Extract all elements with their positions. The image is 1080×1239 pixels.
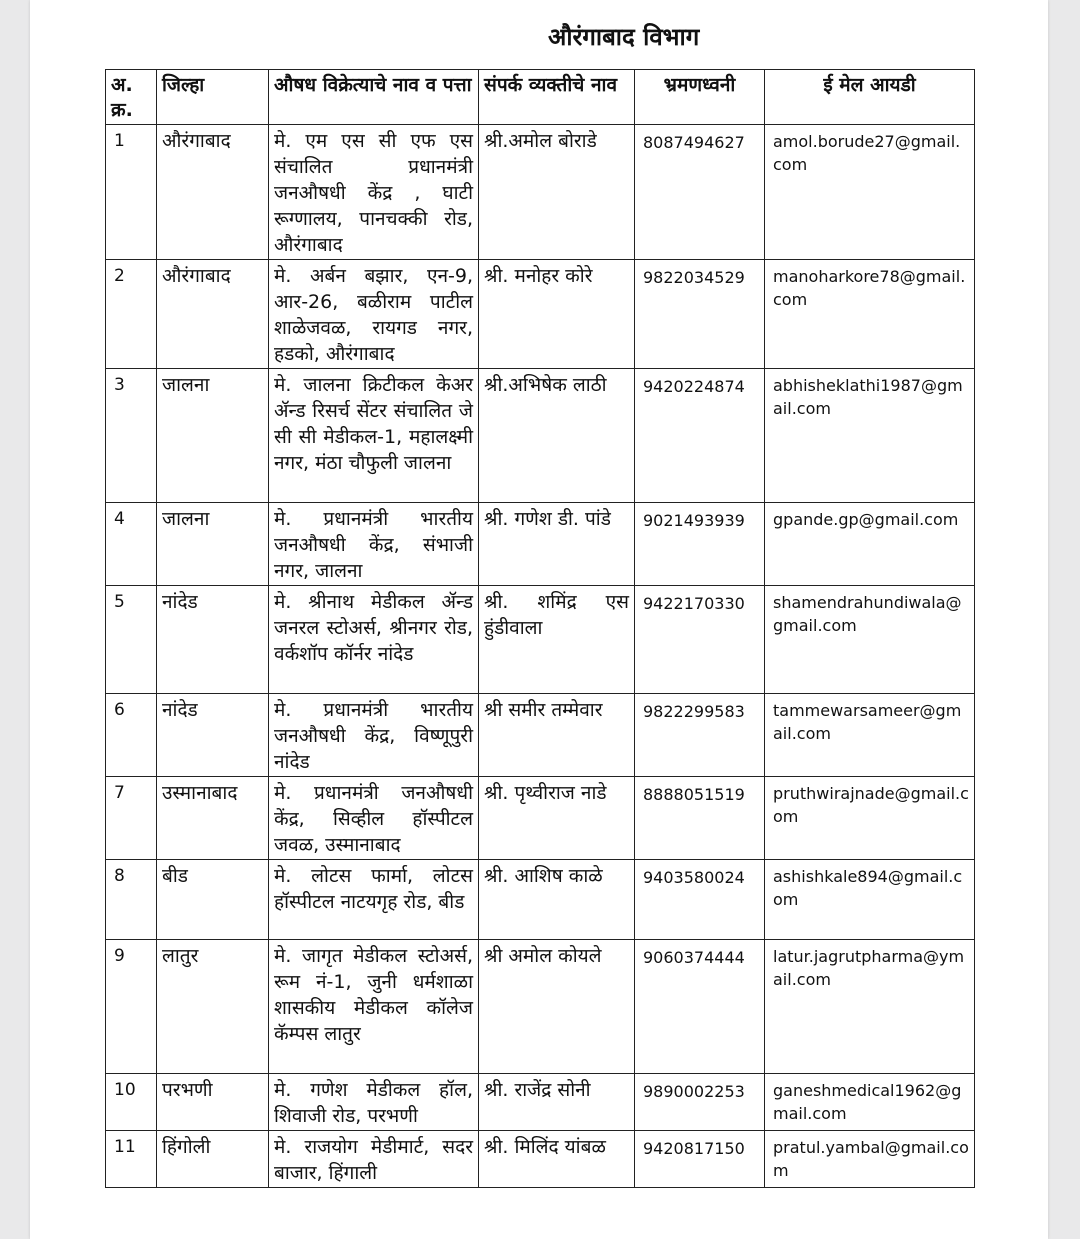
row-phone: 9060374444 [635, 940, 765, 1074]
row-phone: 9822299583 [635, 694, 765, 777]
row-contact: श्री.अभिषेक लाठी [479, 369, 635, 503]
row-email: ganeshmedical1962@gmail.com [765, 1074, 975, 1131]
row-contact: श्री. पृथ्वीराज नाडे [479, 777, 635, 860]
page-title: औरंगाबाद विभाग [548, 23, 700, 51]
row-phone: 9021493939 [635, 503, 765, 586]
row-district: नांदेड [157, 694, 269, 777]
row-contact: श्री. राजेंद्र सोनी [479, 1074, 635, 1131]
row-email: shamendrahundiwala@gmail.com [765, 586, 975, 694]
row-district: जालना [157, 503, 269, 586]
row-district: उस्मानाबाद [157, 777, 269, 860]
row-email: manoharkore78@gmail.com [765, 260, 975, 369]
row-phone: 9420224874 [635, 369, 765, 503]
row-district: हिंगोली [157, 1131, 269, 1188]
row-district: परभणी [157, 1074, 269, 1131]
row-contact: श्री. मिलिंद यांबळ [479, 1131, 635, 1188]
table-row [106, 940, 975, 1074]
row-contact: श्री.अमोल बोराडे [479, 125, 635, 260]
table-row [106, 1131, 975, 1188]
header-sr: अ. क्र. [106, 70, 157, 125]
row-email: latur.jagrutpharma@ymail.com [765, 940, 975, 1074]
row-phone: 8888051519 [635, 777, 765, 860]
table-header-row [106, 70, 975, 125]
row-phone: 9890002253 [635, 1074, 765, 1131]
row-email: tammewarsameer@gmail.com [765, 694, 975, 777]
row-district: औरंगाबाद [157, 125, 269, 260]
header-phone: भ्रमणध्वनी [635, 70, 765, 125]
row-shop: मे. श्रीनाथ मेडीकल ॲन्ड जनरल स्टोअर्स, श्रीनगर रोड, वर्कशॉप कॉर्नर नांदेड [269, 586, 479, 694]
header-email: ई मेल आयडी [765, 70, 975, 125]
row-phone: 9403580024 [635, 860, 765, 940]
row-sr: 7 [106, 777, 157, 860]
table-row [106, 694, 975, 777]
row-shop: मे. जालना क्रिटीकल केअर ॲन्ड रिसर्च सेंटर संचालित जे सी सी मेडीकल-1, महालक्ष्मी नगर, मंठा चौफुली जालना [269, 369, 479, 503]
row-shop: मे. प्रधानमंत्री भारतीय जनऔषधी केंद्र, विष्णूपुरी नांदेड [269, 694, 479, 777]
pharmacy-table [105, 69, 975, 1188]
row-district: लातुर [157, 940, 269, 1074]
row-sr: 10 [106, 1074, 157, 1131]
row-phone: 9420817150 [635, 1131, 765, 1188]
row-sr: 2 [106, 260, 157, 369]
table-row [106, 369, 975, 503]
row-email: ashishkale894@gmail.com [765, 860, 975, 940]
row-district: जालना [157, 369, 269, 503]
row-shop: मे. प्रधानमंत्री भारतीय जनऔषधी केंद्र, संभाजी नगर, जालना [269, 503, 479, 586]
table-row [106, 860, 975, 940]
row-sr: 3 [106, 369, 157, 503]
table-row [106, 586, 975, 694]
row-sr: 4 [106, 503, 157, 586]
row-shop: मे. गणेश मेडीकल हॉल, शिवाजी रोड, परभणी [269, 1074, 479, 1131]
row-email: pruthwirajnade@gmail.com [765, 777, 975, 860]
row-shop: मे. एम एस सी एफ एस संचालित प्रधानमंत्री जनऔषधी केंद्र , घाटी रूग्णालय, पानचक्की रोड, औरंगाबाद [269, 125, 479, 260]
row-sr: 9 [106, 940, 157, 1074]
row-sr: 1 [106, 125, 157, 260]
row-phone: 9822034529 [635, 260, 765, 369]
row-shop: मे. प्रधानमंत्री जनऔषधी केंद्र, सिव्हील हॉस्पीटल जवळ, उस्मानाबाद [269, 777, 479, 860]
row-phone: 9422170330 [635, 586, 765, 694]
row-contact: श्री. शमिंद्र एस हुंडीवाला [479, 586, 635, 694]
row-contact: श्री समीर तम्मेवार [479, 694, 635, 777]
row-contact: श्री. आशिष काळे [479, 860, 635, 940]
row-sr: 11 [106, 1131, 157, 1188]
header-shop: औषध विक्रेत्याचे नाव व पत्ता [269, 70, 479, 125]
row-district: नांदेड [157, 586, 269, 694]
row-shop: मे. अर्बन बझार, एन-9, आर-26, बळीराम पाटील शाळेजवळ, रायगड नगर, हडको, औरंगाबाद [269, 260, 479, 369]
row-district: औरंगाबाद [157, 260, 269, 369]
row-email: gpande.gp@gmail.com [765, 503, 975, 586]
table-row [106, 1074, 975, 1131]
row-sr: 6 [106, 694, 157, 777]
row-sr: 8 [106, 860, 157, 940]
row-shop: मे. लोटस फार्मा, लोटस हॉस्पीटल नाटयगृह रोड, बीड [269, 860, 479, 940]
header-contact: संपर्क व्यक्तीचे नाव [479, 70, 635, 125]
table-row [106, 125, 975, 260]
table-row [106, 777, 975, 860]
row-email: abhisheklathi1987@gmail.com [765, 369, 975, 503]
row-contact: श्री अमोल कोयले [479, 940, 635, 1074]
row-email: pratul.yambal@gmail.com [765, 1131, 975, 1188]
header-district: जिल्हा [157, 70, 269, 125]
row-contact: श्री. गणेश डी. पांडे [479, 503, 635, 586]
row-phone: 8087494627 [635, 125, 765, 260]
table-row [106, 503, 975, 586]
row-sr: 5 [106, 586, 157, 694]
row-shop: मे. राजयोग मेडीमार्ट, सदर बाजार, हिंगाली [269, 1131, 479, 1188]
row-contact: श्री. मनोहर कोरे [479, 260, 635, 369]
row-shop: मे. जागृत मेडीकल स्टोअर्स, रूम नं-1, जुनी धर्मशाळा शासकीय मेडीकल कॉलेज कॅम्पस लातुर [269, 940, 479, 1074]
row-email: amol.borude27@gmail.com [765, 125, 975, 260]
table-row [106, 260, 975, 369]
row-district: बीड [157, 860, 269, 940]
